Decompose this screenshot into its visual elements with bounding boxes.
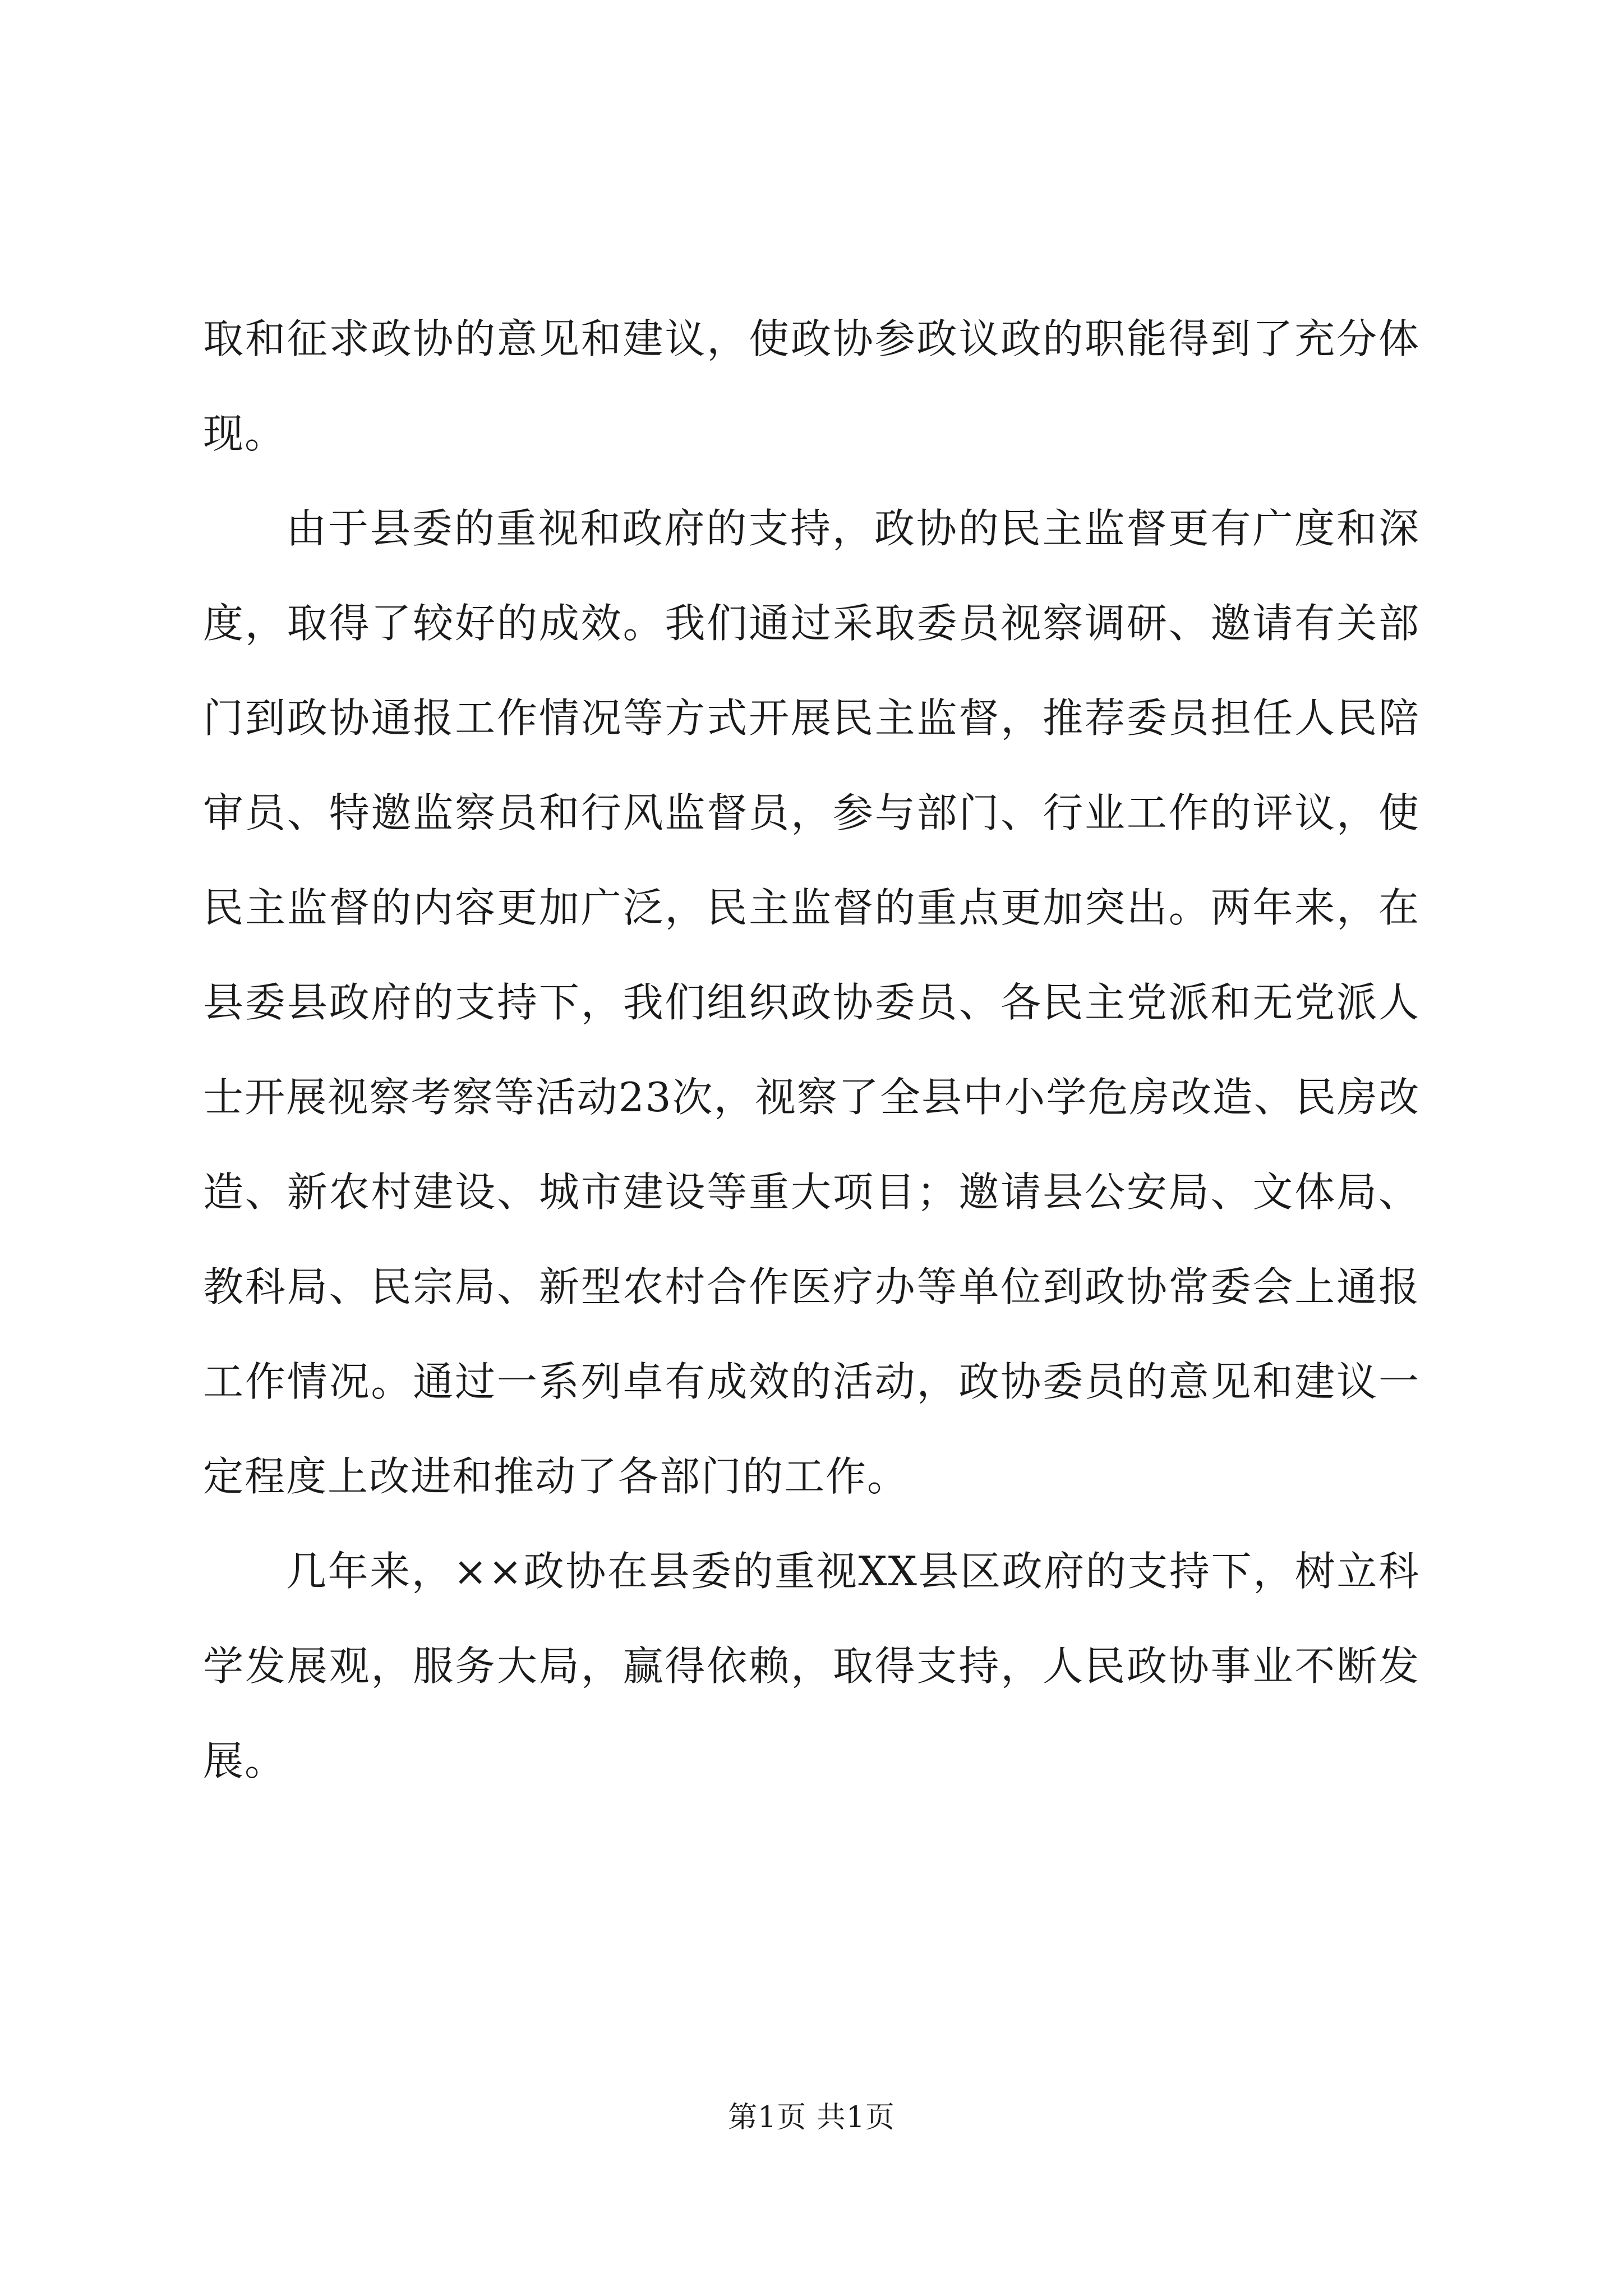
paragraph-continuation: 取和征求政协的意见和建议，使政协参政议政的职能得到了充分体现。 — [203, 315, 1420, 457]
paragraph-democratic-supervision: 由于县委的重视和政府的支持，政协的民主监督更有广度和深度，取得了较好的成效。我们通过采取委员视察调研、邀请有关部门到政协通报工作情况等方式开展民主监督，推荐委员担任人民陪审员、特邀监察员和行风监督员，参与部门、行业工作的评议，使民主监督的内容更加广泛，民主监督的重点更加突出。两年来，在县委县政府的支持下，我们组织政协委员、各民主党派和无党派人士开展视察考察等活动23次，视察了全县中小学危房改造、民房改造、新农村建设、城市建设等重大项目；邀请县公安局、文体局、教科局、民宗局、新型农村合作医疗办等单位到政协常委会上通报工作情况。通过一系列卓有成效的活动，政协委员的意见和建议一定程度上改进和推动了各部门的工作。 — [203, 505, 1420, 1500]
document-body — [203, 292, 1420, 1809]
paragraph-conclusion: 几年来，××政协在县委的重视XX县区政府的支持下，树立科学发展观，服务大局，赢得依赖，取得支持，人民政协事业不断发展。 — [203, 1548, 1420, 1784]
page-footer: 第1页 共1页 — [728, 2101, 895, 2134]
